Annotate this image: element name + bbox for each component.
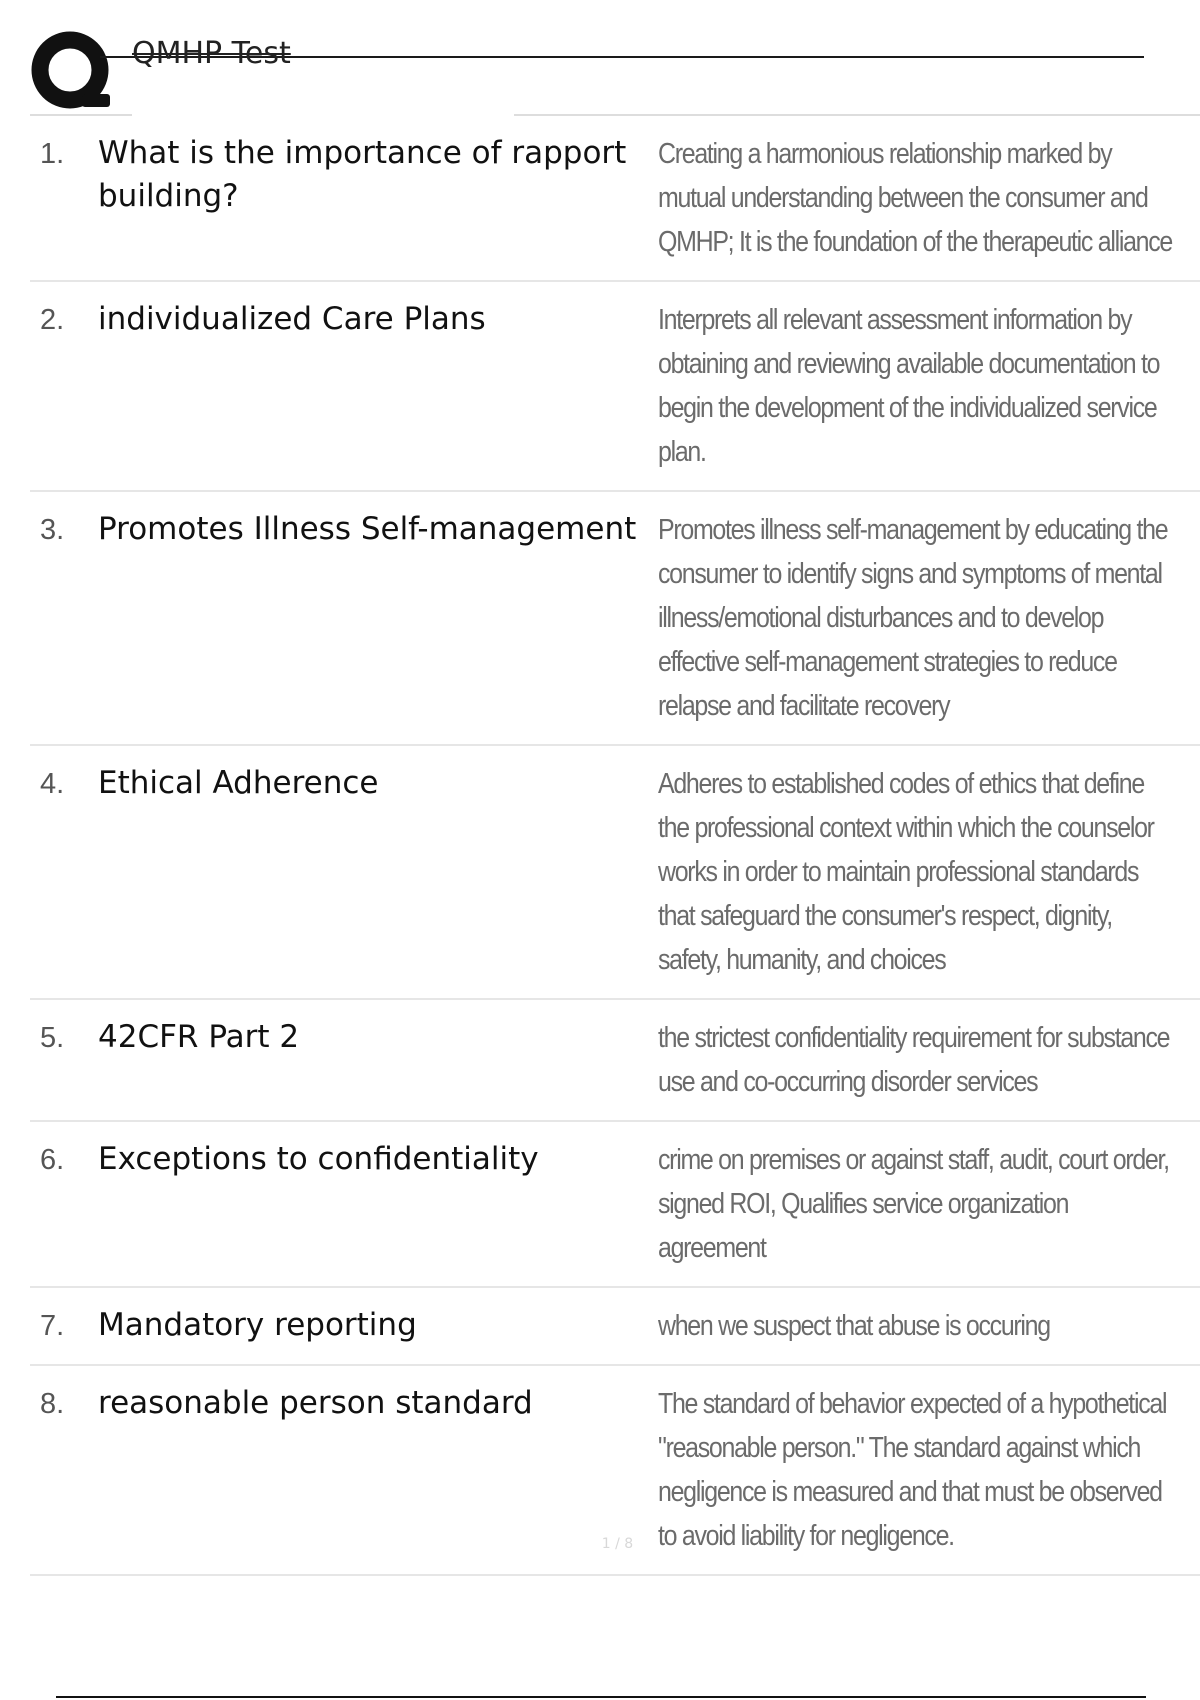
card-number: 6. <box>40 1144 65 1176</box>
flashcard-row <box>30 116 1200 282</box>
card-definition-container <box>658 1304 1178 1348</box>
page-number: 1 / 8 <box>601 1536 634 1552</box>
card-number: 5. <box>40 1022 65 1054</box>
flashcard-row <box>30 282 1200 492</box>
flashcard-row <box>30 1000 1200 1122</box>
card-definition-container <box>658 1016 1178 1104</box>
card-number: 4. <box>40 768 65 800</box>
card-term: Promotes Illness Self-management <box>98 511 637 547</box>
card-definition: when we suspect that abuse is occuring <box>658 1310 1050 1342</box>
card-number: 7. <box>40 1310 65 1342</box>
card-term: Exceptions to confidentiality <box>98 1141 539 1177</box>
card-term: reasonable person standard <box>98 1385 533 1421</box>
flashcard-row <box>30 1288 1200 1366</box>
card-number: 8. <box>40 1388 65 1420</box>
card-definition-container <box>658 132 1178 264</box>
card-definition-container <box>658 762 1178 982</box>
card-definition: Creating a harmonious relationship marked by mutual understanding between the consumer and QMHP; It is the foundation of the therapeutic alliance <box>658 138 1172 258</box>
page-header <box>0 0 1200 120</box>
card-definition: crime on premises or against staff, audit, court order, signed ROI, Qualifies service organization agreement <box>658 1144 1169 1264</box>
card-number: 2. <box>40 304 65 336</box>
card-term: Ethical Adherence <box>98 765 379 801</box>
footer-rule <box>56 1696 1146 1698</box>
card-term: individualized Care Plans <box>98 301 486 337</box>
card-definition: Adheres to established codes of ethics that define the professional context within which the counselor works in order to maintain professional standards that safeguard the consumer's respect, dignity, safety, humanity, and choices <box>658 768 1154 976</box>
card-definition: the strictest confidentiality requirement for substance use and co-occurring disorder services <box>658 1022 1170 1098</box>
card-definition: The standard of behavior expected of a hypothetical "reasonable person." The standard against which negligence is measured and that must be observed to avoid liability for negligence. <box>658 1388 1167 1552</box>
flashcard-row <box>30 746 1200 1000</box>
flashcard-row <box>30 1122 1200 1288</box>
card-definition-container <box>658 298 1178 474</box>
flashcard-row <box>30 492 1200 746</box>
flashcard-list <box>30 116 1200 1576</box>
card-term: Mandatory reporting <box>98 1307 417 1343</box>
card-term: What is the importance of rapport building? <box>98 135 627 214</box>
card-definition-container <box>658 1382 1178 1558</box>
card-number: 3. <box>40 514 65 546</box>
document-title: QMHP Test <box>132 36 291 71</box>
card-definition: Promotes illness self-management by educating the consumer to identify signs and symptoms of mental illness/emotional disturbances and to develop effective self-management strategies to reduce relapse and facilitate recovery <box>658 514 1168 722</box>
card-term: 42CFR Part 2 <box>98 1019 300 1055</box>
card-definition: Interprets all relevant assessment information by obtaining and reviewing available documentation to begin the development of the individualized service plan. <box>658 304 1160 468</box>
card-definition-container <box>658 1138 1178 1270</box>
card-definition-container <box>658 508 1178 728</box>
card-number: 1. <box>40 138 65 170</box>
quizlet-logo-icon <box>30 30 114 114</box>
